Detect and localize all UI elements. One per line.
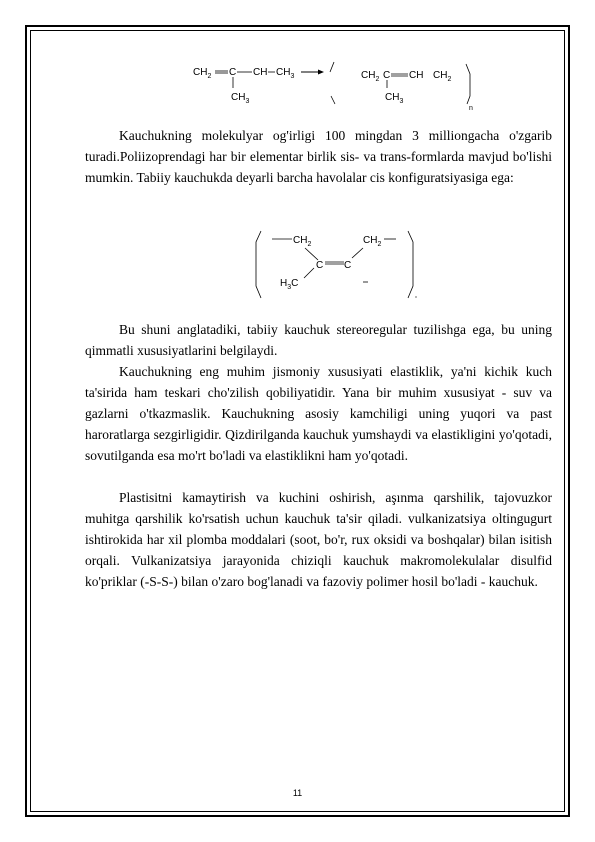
paragraph-stereoregular: Bu shuni anglatadiki, tabiiy kauchuk stereoregular tuzilishga ega, bu uning qimmatli xususiyatlarini belgilaydi. — [85, 322, 552, 358]
formula1-ch2-left: $CH_2$ — [193, 67, 212, 80]
formula1-ch3-right: $CH_3$ — [276, 67, 295, 80]
formula2-ch2-left: $CH_2$ — [293, 235, 312, 248]
paragraph-elasticity: Kauchukning eng muhim jismoniy xususiyati elastiklik, ya'ni kichik kuch ta'sirida ham teskari cho'zilish qobiliyatidir. Yana bir muhim xususiyat - suv va gazlarni o'tkazmaslik. Kauchukning asosiy kamchiligi uning yuqori va past haroratlarga sezgirligidir. Qizdirilganda kauchuk yumshaydi va elastikligini yo'qotadi, sovutilganda esa mo'rt bo'ladi va elastiklikni ham yo'qotadi. — [85, 364, 552, 463]
formula2-ch2-right: $CH_2$ — [363, 235, 382, 248]
formula1-p-ch2-b: $CH_2$ — [433, 70, 452, 83]
formula1-p-ch2-a: $CH_2$ — [361, 70, 380, 83]
isoprene-polymerization-formula — [185, 58, 485, 110]
formula1-p-c: C — [383, 70, 391, 81]
paragraph-molecular-weight: Kauchukning molekulyar og'irligi 100 mingdan 3 milliongacha o'zgarib turadi.Poliizoprendagi har bir elementar birlik sis- va trans-formlarda mavjud bo'lishi mumkin. Tabiiy kauchukda deyarli barcha havolalar cis konfiguratsiyasiga ega: — [85, 128, 552, 185]
formula1-ch-atom: CH — [253, 67, 268, 78]
page-number: 11 — [292, 788, 303, 798]
paragraph-vulcanization: Plastisitni kamaytirish va kuchini oshirish, aşınma qarshilik, tajovuzkor muhitga qarshilik ko'rsatish uchun kauchuk ta'sir qiladi. vulkanizatsiya oltingugurt ishtirokida har xil plomba moddalari (soot, bo'r, rux oksidi va boshqalar) bilan isitish orqali. Vulkanizatsiya jarayonida chiziqli kauchuk makromolekulalar disulfid ko'priklar (-S-S-) bilan o'zaro bog'lanadi va fazoviy polimer hosil bo'ladi - kauchuk. — [85, 490, 552, 589]
formula1-subscript-n: n — [469, 105, 473, 110]
formula2-h3c: $H_3C$ — [280, 278, 299, 291]
formula1-p-methyl: $CH_3$ — [385, 92, 404, 105]
formula1-methyl-below: $CH_3$ — [231, 92, 250, 105]
formula1-p-ch: CH — [409, 70, 424, 81]
formula2-c-right: C — [344, 260, 352, 271]
formula2-c-left: C — [316, 260, 324, 271]
cis-polyisoprene-formula — [250, 226, 430, 306]
formula1-c-atom: C — [229, 67, 237, 78]
